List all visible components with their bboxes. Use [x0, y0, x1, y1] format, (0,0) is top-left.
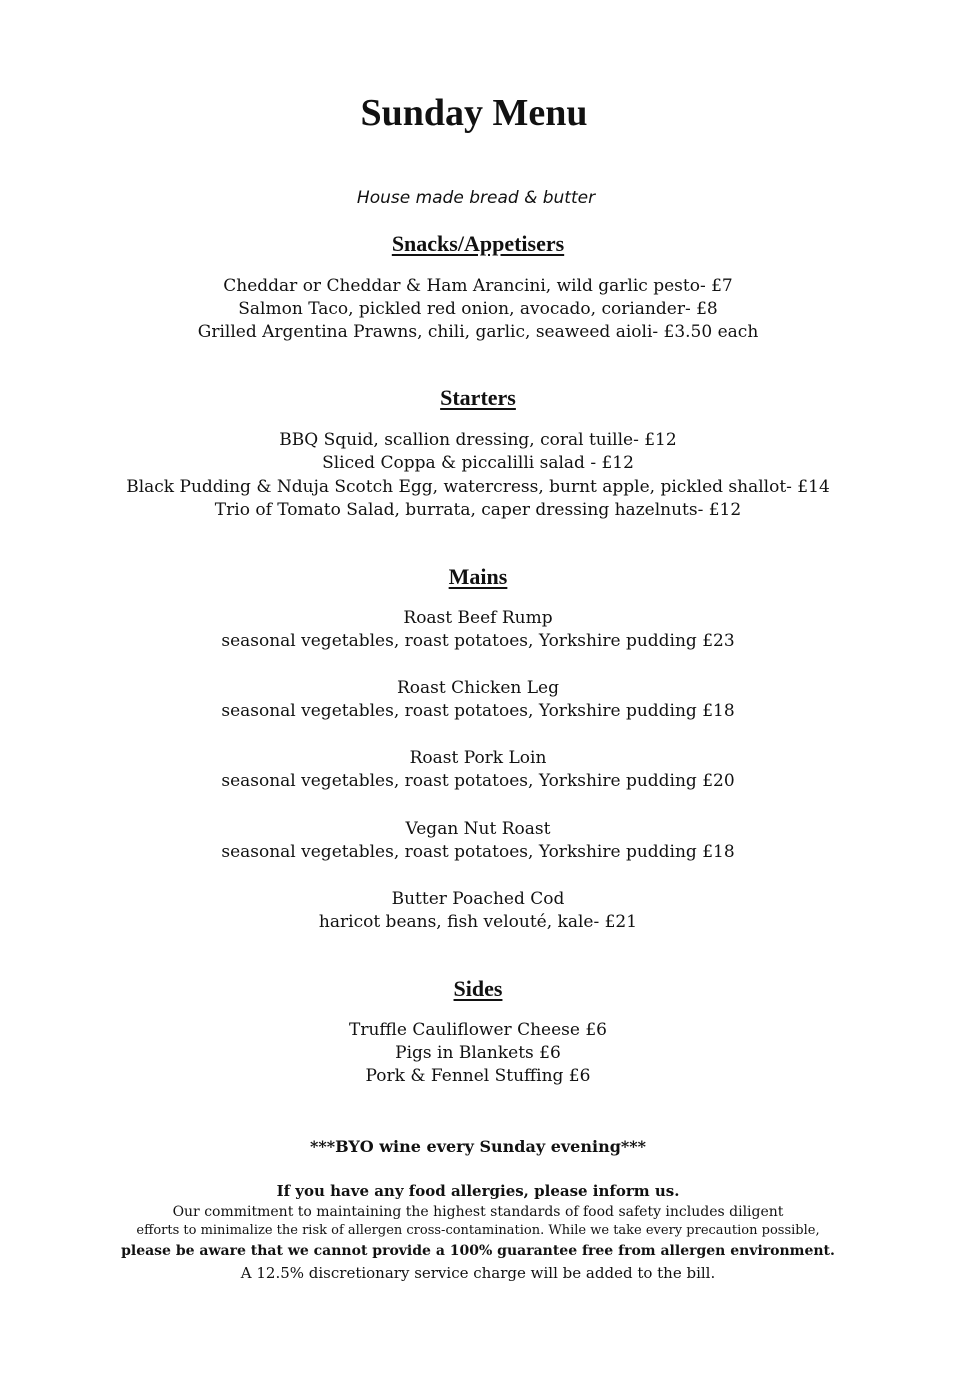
- main-item-desc: seasonal vegetables, roast potatoes, Yorkshire pudding £18: [221, 701, 735, 721]
- page-title: Sunday Menu: [360, 92, 588, 134]
- main-item-name: Roast Beef Rump: [403, 608, 553, 628]
- allergy-commitment-line: efforts to minimalize the risk of allergen cross-contamination. While we take every precaution possible,: [136, 1223, 820, 1238]
- side-item: Pigs in Blankets £6: [395, 1043, 561, 1063]
- section-heading-sides: Sides: [453, 976, 503, 1001]
- main-item-name: Roast Chicken Leg: [397, 678, 559, 698]
- side-item: Truffle Cauliflower Cheese £6: [349, 1020, 607, 1040]
- starter-item: Sliced Coppa & piccalilli salad - £12: [322, 453, 634, 473]
- section-heading-snacks: Snacks/Appetisers: [391, 231, 565, 256]
- main-item-name: Vegan Nut Roast: [405, 819, 551, 839]
- byo-note: ***BYO wine every Sunday evening***: [310, 1137, 646, 1156]
- side-item: Pork & Fennel Stuffing £6: [365, 1066, 591, 1086]
- main-item-desc: seasonal vegetables, roast potatoes, Yorkshire pudding £23: [221, 631, 735, 651]
- snack-item: Cheddar or Cheddar & Ham Arancini, wild garlic pesto- £7: [223, 276, 733, 296]
- main-item-desc: seasonal vegetables, roast potatoes, Yorkshire pudding £18: [221, 842, 735, 862]
- main-item-desc: seasonal vegetables, roast potatoes, Yorkshire pudding £20: [221, 771, 735, 791]
- main-item-name: Roast Pork Loin: [409, 748, 547, 768]
- snack-item: Salmon Taco, pickled red onion, avocado, coriander- £8: [238, 299, 718, 319]
- snack-item: Grilled Argentina Prawns, chili, garlic, seaweed aioli- £3.50 each: [197, 322, 759, 342]
- allergy-heading: If you have any food allergies, please inform us.: [276, 1182, 680, 1200]
- section-heading-mains: Mains: [448, 564, 508, 589]
- allergy-warning: please be aware that we cannot provide a 100% guarantee free from allergen environment.: [121, 1243, 835, 1259]
- section-heading-starters: Starters: [440, 385, 516, 410]
- main-item-name: Butter Poached Cod: [391, 889, 565, 909]
- main-item-desc: haricot beans, fish velouté, kale- £21: [318, 912, 638, 932]
- bread-note: House made bread & butter: [356, 188, 596, 208]
- starter-item: Trio of Tomato Salad, burrata, caper dressing hazelnuts- £12: [214, 500, 742, 520]
- service-charge-note: A 12.5% discretionary service charge will be added to the bill.: [240, 1264, 716, 1282]
- starter-item: BBQ Squid, scallion dressing, coral tuille- £12: [279, 430, 677, 450]
- starter-item: Black Pudding & Nduja Scotch Egg, watercress, burnt apple, pickled shallot- £14: [126, 477, 830, 497]
- allergy-commitment-line: Our commitment to maintaining the highest standards of food safety includes diligent: [172, 1204, 784, 1220]
